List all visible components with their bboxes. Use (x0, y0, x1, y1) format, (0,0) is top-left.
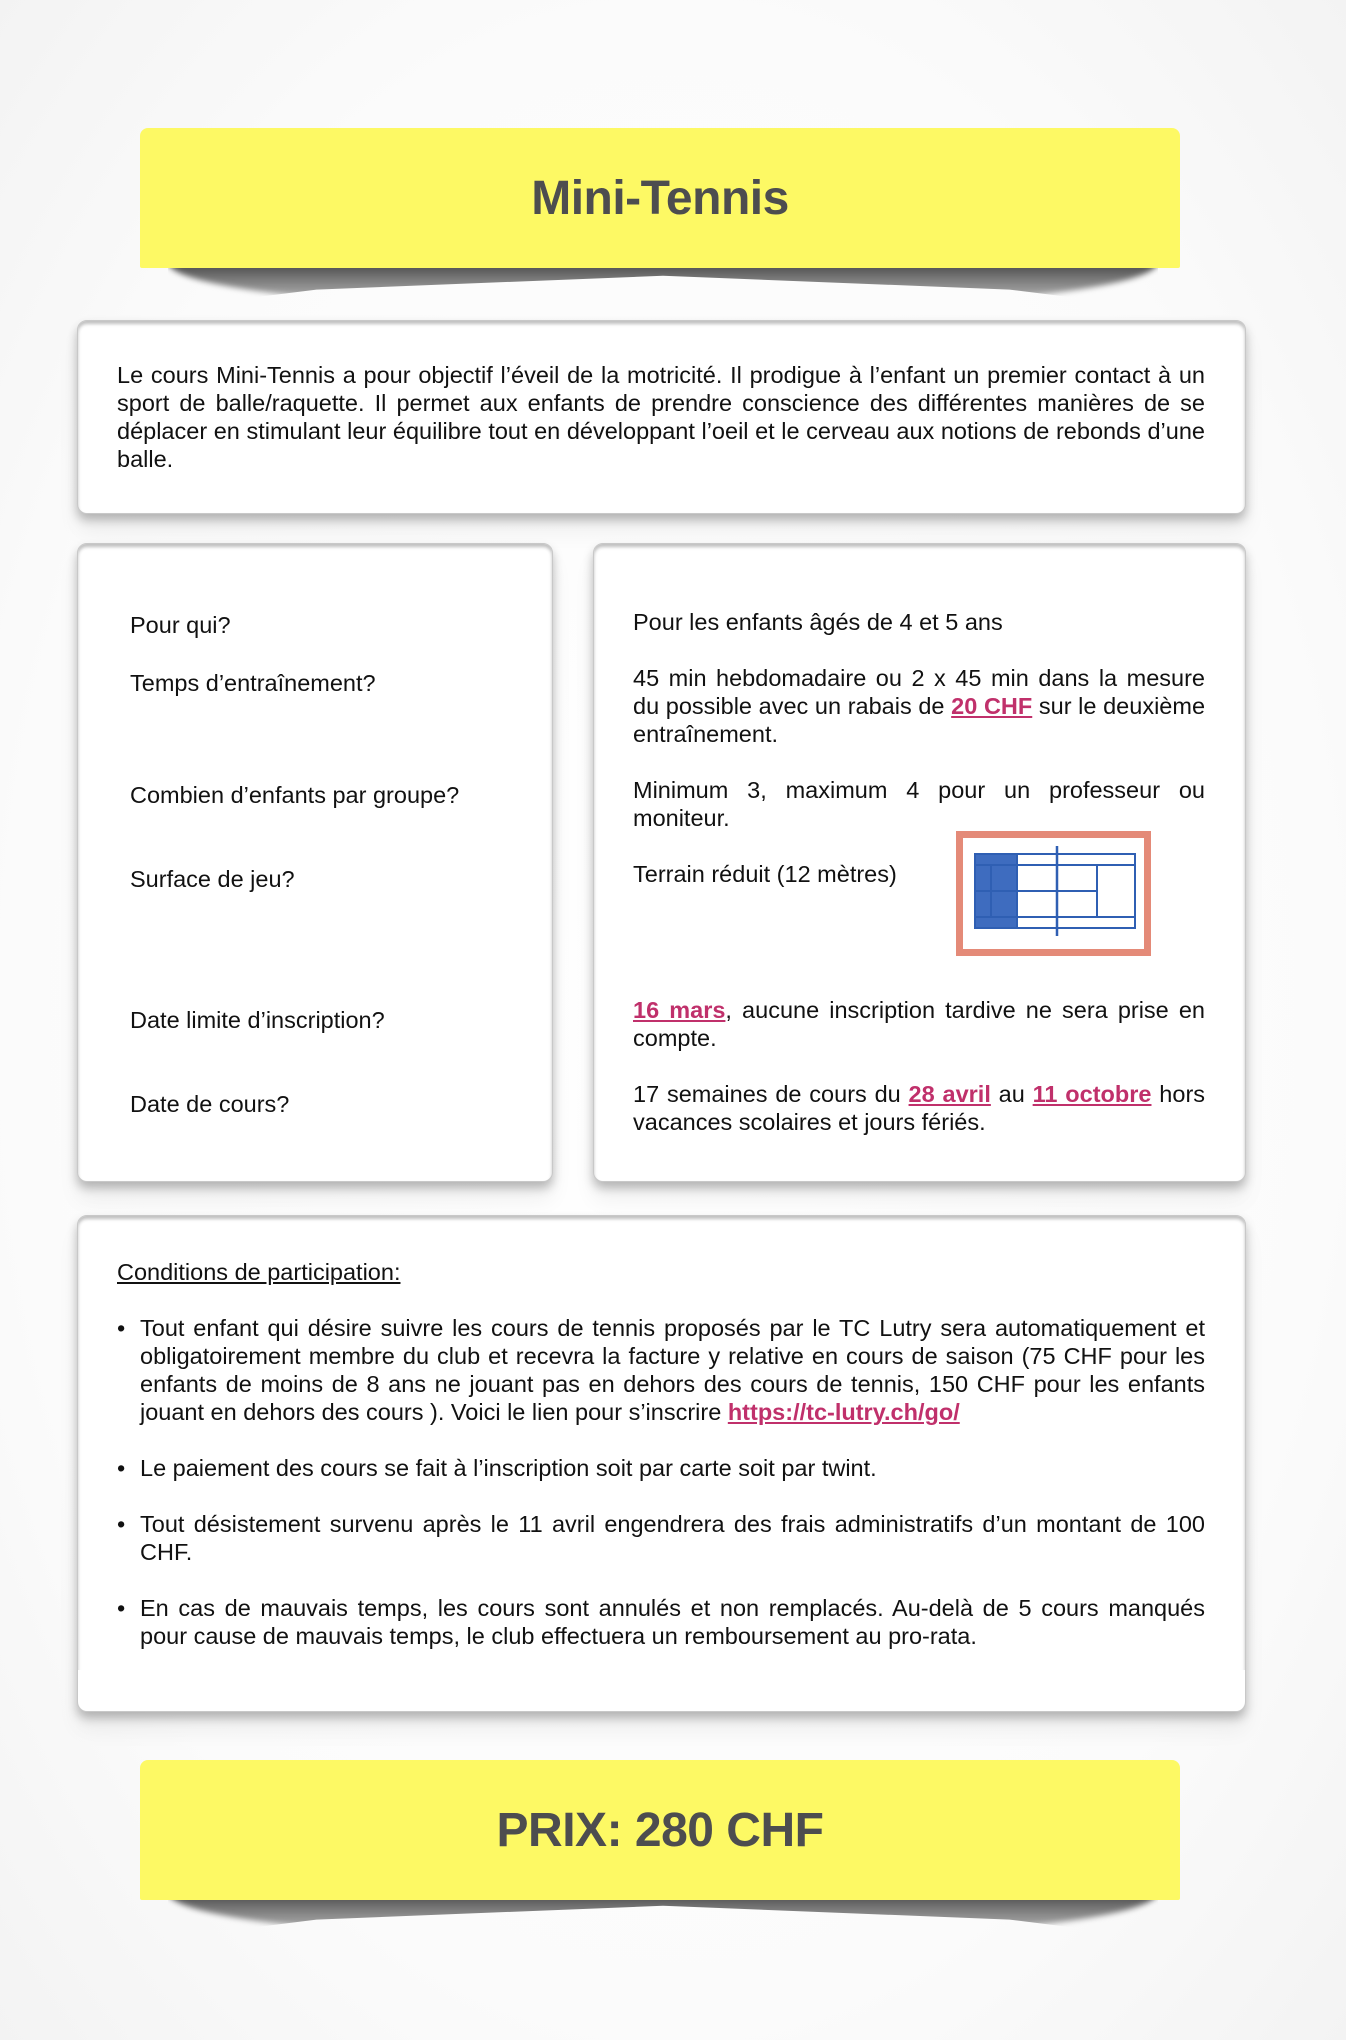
answer-date-cours (633, 1080, 1205, 1136)
deadline-highlight[interactable]: 16 mars (633, 997, 726, 1023)
label-surface: Surface de jeu? (130, 866, 295, 892)
condition-text: Tout enfant qui désire suivre les cours de tennis proposés par le TC Lutry sera automatiquement et obligatoirement membre du club et recevra la facture y relative en cours de saison (75 CHF pour les enfants de moins de 8 ans ne jouant pas en dehors des cours de tennis, 150 CHF pour les enfants jouant en dehors des cours ). Voici le lien pour s’inscrire (140, 1315, 1205, 1425)
start-date-highlight[interactable]: 28 avril (908, 1081, 991, 1107)
condition-item (117, 1454, 1205, 1482)
discount-highlight[interactable]: 20 CHF (951, 693, 1033, 719)
conditions-list (117, 1314, 1205, 1678)
label-date-cours: Date de cours? (130, 1091, 290, 1117)
answer-temps-text-end: sur le deuxième entraînement. (633, 693, 1206, 747)
answer-date-cours-middle: au (990, 1081, 1033, 1107)
price-banner (140, 1760, 1180, 1900)
end-date-highlight[interactable]: 11 octobre (1032, 1081, 1152, 1107)
bullet-icon: • (117, 1455, 126, 1481)
answer-date-cours-text: 17 semaines de cours du (633, 1081, 909, 1107)
bullet-icon: • (117, 1595, 126, 1621)
condition-item (117, 1594, 1205, 1650)
bullet-icon: • (117, 1315, 126, 1341)
intro-text: Le cours Mini-Tennis a pour objectif l’éveil de la motricité. Il prodigue à l’enfant un premier contact à un sport de balle/raquette. Il permet aux enfants de prendre conscience des différentes manières de se déplacer en stimulant leur équilibre tout en développant l’oeil et le cerveau aux notions de rebonds d’une balle. (117, 362, 1205, 472)
conditions-title: Conditions de participation: (117, 1259, 401, 1285)
answer-pour-qui: Pour les enfants âgés de 4 et 5 ans (633, 609, 1003, 635)
tennis-court-diagram-icon (963, 838, 1144, 949)
bullet-icon: • (117, 1511, 126, 1537)
answer-groupe: Minimum 3, maximum 4 pour un professeur ou moniteur. (633, 777, 1205, 831)
condition-text: Tout désistement survenu après le 11 avril engendrera des frais administratifs d’un montant de 100 CHF. (140, 1511, 1205, 1565)
conditions-card (77, 1215, 1246, 1712)
condition-text: En cas de mauvais temps, les cours sont annulés et non remplacés. Au-delà de 5 cours manqués pour cause de mauvais temps, le club effectuera un remboursement au pro-rata. (140, 1595, 1205, 1649)
label-temps: Temps d’entraînement? (130, 670, 376, 696)
condition-item (117, 1314, 1205, 1426)
answers-card (593, 543, 1246, 1182)
answer-temps-text: 45 min hebdomadaire ou 2 x 45 min dans la mesure du possible avec un rabais de (633, 665, 1205, 719)
label-groupe: Combien d’enfants par groupe? (130, 782, 460, 808)
registration-link[interactable]: https://tc-lutry.ch/go/ (727, 1399, 960, 1425)
tennis-court-icon (956, 831, 1151, 956)
label-date-limite: Date limite d’inscription? (130, 1007, 385, 1033)
condition-item (117, 1510, 1205, 1566)
price-label: PRIX: 280 CHF (496, 1803, 824, 1857)
answer-date-cours-text-end: hors vacances scolaires et jours fériés. (633, 1081, 1206, 1135)
label-pour-qui: Pour qui? (130, 612, 231, 638)
title-banner (140, 128, 1180, 268)
answer-date-limite-text: , aucune inscription tardive ne sera prise en compte. (633, 997, 1205, 1051)
questions-card (77, 543, 553, 1182)
answer-temps (633, 664, 1205, 748)
answer-date-limite (633, 996, 1205, 1052)
page-title: Mini-Tennis (531, 171, 789, 225)
condition-text: Le paiement des cours se fait à l’inscription soit par carte soit par twint. (140, 1455, 877, 1481)
intro-card (77, 320, 1246, 514)
answer-surface: Terrain réduit (12 mètres) (633, 861, 897, 887)
conditions-clip (78, 1670, 1245, 1711)
